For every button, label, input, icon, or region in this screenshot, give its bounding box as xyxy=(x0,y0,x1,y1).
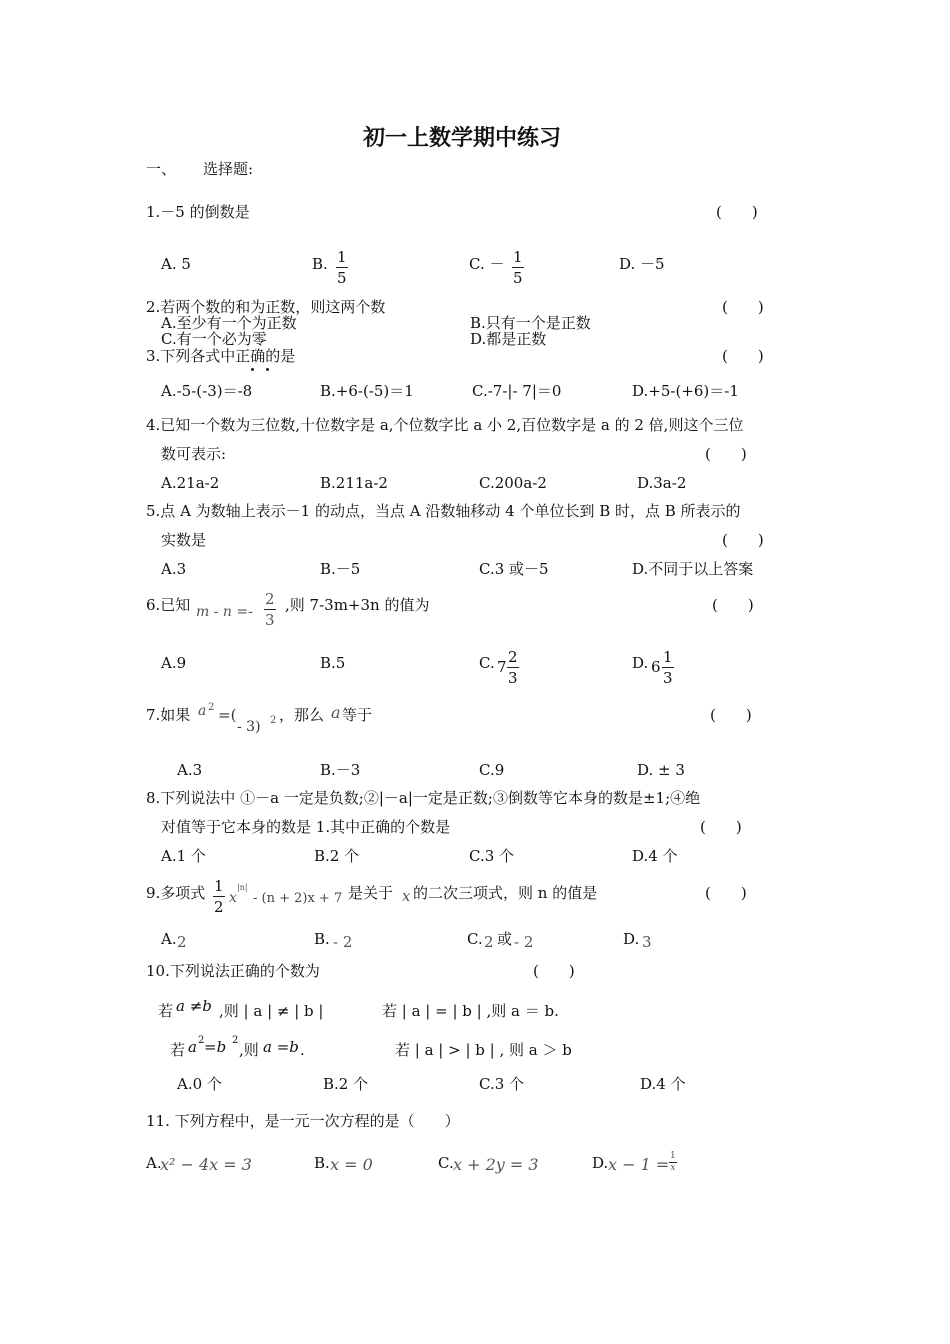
q10-statement3-exp1: 2 xyxy=(198,1035,205,1046)
q1-c-numerator: 1 xyxy=(513,248,523,266)
q6-numerator: 2 xyxy=(265,590,275,608)
q7-answer-paren: ( ) xyxy=(710,706,752,724)
q4-option-b: B.211a-2 xyxy=(320,474,388,492)
q9-option-c-value2: - 2 xyxy=(514,933,534,951)
q10-statement3-math2: a =b xyxy=(263,1038,299,1056)
q9-denominator: 2 xyxy=(214,898,224,916)
q7-option-a: A.3 xyxy=(177,761,203,779)
q1-c-denominator: 5 xyxy=(513,269,523,287)
q10-option-d: D.4 个 xyxy=(640,1075,686,1093)
q5-option-a: A.3 xyxy=(161,560,187,578)
q2-answer-paren: ( ) xyxy=(722,298,764,316)
q9-stem-middle: 是关于 xyxy=(348,884,394,902)
q10-statement3-prefix: 若 xyxy=(170,1041,186,1059)
q10-statement3-period: . xyxy=(300,1041,305,1059)
q8-stem-line1: 8.下列说法中 ①－a 一定是负数;②|－a|一定是正数;③倒数等它本身的数是±1;④绝 xyxy=(146,789,701,807)
q5-stem-line1: 5.点 A 为数轴上表示－1 的动点，当点 A 沿数轴移动 4 个单位长到 B 时，点 B 所表示的 xyxy=(146,502,741,520)
q6-option-d-whole: 6 xyxy=(651,658,661,676)
q10-option-a: A.0 个 xyxy=(177,1075,222,1093)
q4-stem-line2: 数可表示: xyxy=(161,445,227,463)
q1-option-c-fraction xyxy=(512,250,524,286)
q1-stem: 1.－5 的倒数是 xyxy=(146,203,250,221)
q6-fraction xyxy=(264,592,276,628)
q5-option-d: D.不同于以上答案 xyxy=(632,560,754,578)
q6-denominator: 3 xyxy=(265,611,275,629)
q11-d-denominator: x xyxy=(670,1163,676,1173)
q4-option-d: D.3a-2 xyxy=(637,474,687,492)
q9-stem-suffix: 的二次三项式，则 n 的值是 xyxy=(413,884,598,902)
q2-stem: 2.若两个数的和为正数，则这两个数 xyxy=(146,298,386,316)
q8-option-a: A.1 个 xyxy=(161,847,206,865)
q7-option-b: B.－3 xyxy=(320,761,361,779)
q9-option-b: B. xyxy=(314,930,330,948)
q9-option-b-value: - 2 xyxy=(333,933,353,951)
q6-c-denominator: 3 xyxy=(508,669,518,687)
q7-stem-middle: ，那么 xyxy=(279,706,325,724)
q3-option-c: C.-7-|- 7|＝0 xyxy=(472,382,562,400)
q9-exponent: |n| xyxy=(237,883,248,892)
q11-option-d-fraction xyxy=(669,1152,677,1173)
q7-variable-a: a xyxy=(198,703,207,719)
q6-expression: m - n =- xyxy=(196,604,253,620)
q5-option-c: C.3 或－5 xyxy=(479,560,549,578)
q8-stem-line2: 对值等于它本身的数是 1.其中正确的个数是 xyxy=(161,818,451,836)
q1-option-a: A. 5 xyxy=(161,255,191,273)
q10-statement4: 若 | a | > | b | , 则 a ＞ b xyxy=(395,1041,572,1059)
q6-option-a: A.9 xyxy=(161,654,187,672)
q7-stem-prefix: 7.如果 xyxy=(146,706,191,724)
q3-option-d: D.+5-(+6)＝-1 xyxy=(632,382,739,400)
q9-numerator: 1 xyxy=(214,877,224,895)
q4-stem-line1: 4.已知一个数为三位数,十位数字是 a,个位数字比 a 小 2,百位数字是 a 的 2 倍,则这个三位 xyxy=(146,416,744,434)
q11-option-c-math: x + 2y = 3 xyxy=(453,1155,539,1174)
q10-statement2: 若 | a | = | b | ,则 a ＝ b. xyxy=(382,1002,559,1020)
q10-option-c: C.3 个 xyxy=(479,1075,525,1093)
q8-option-c: C.3 个 xyxy=(469,847,515,865)
q9-stem-prefix: 9.多项式 xyxy=(146,884,206,902)
q9-option-c: C. xyxy=(467,930,483,948)
q6-stem-prefix: 6.已知 xyxy=(146,596,191,614)
q10-statement3-a: a xyxy=(188,1038,197,1056)
q10-statement1-suffix: ,则 | a | ≠ | b | xyxy=(219,1002,324,1020)
q3-option-a: A.-5-(-3)＝-8 xyxy=(161,382,253,400)
q9-option-d-value: 3 xyxy=(642,933,652,951)
page-title: 初一上数学期中练习 xyxy=(363,126,562,151)
q5-stem-line2: 实数是 xyxy=(161,531,207,549)
q4-option-a: A.21a-2 xyxy=(161,474,220,492)
q8-answer-paren: ( ) xyxy=(700,818,742,836)
q7-negative-exponent: 2 xyxy=(270,715,277,726)
q6-d-denominator: 3 xyxy=(663,669,673,687)
q10-statement3-then: ,则 xyxy=(239,1041,259,1059)
q10-answer-paren: ( ) xyxy=(533,962,575,980)
q7-negative-three: - 3) xyxy=(237,719,261,735)
q10-statement1-prefix: 若 xyxy=(158,1002,174,1020)
q6-d-numerator: 1 xyxy=(663,648,673,666)
q9-answer-paren: ( ) xyxy=(705,884,747,902)
q8-option-d: D.4 个 xyxy=(632,847,678,865)
q6-option-c-whole: 7 xyxy=(497,658,507,676)
q11-option-d: D. xyxy=(592,1154,609,1172)
q3-answer-paren: ( ) xyxy=(722,347,764,365)
q10-stem: 10.下列说法正确的个数为 xyxy=(146,962,320,980)
q8-option-b: B.2 个 xyxy=(314,847,360,865)
q10-option-b: B.2 个 xyxy=(323,1075,369,1093)
q6-option-d-fraction xyxy=(662,650,674,686)
q11-stem: 11. 下列方程中，是一元一次方程的是（ ） xyxy=(146,1112,460,1130)
q3-emphasis-dot xyxy=(251,368,254,371)
q1-option-b-fraction xyxy=(336,250,348,286)
q6-c-numerator: 2 xyxy=(508,648,518,666)
q6-option-b: B.5 xyxy=(320,654,346,672)
q4-option-c: C.200a-2 xyxy=(479,474,547,492)
q11-option-d-math: x − 1 = xyxy=(608,1155,670,1174)
q7-variable-a2: a xyxy=(331,703,341,722)
q11-option-a: A. xyxy=(146,1154,162,1172)
q9-variable-x: x xyxy=(402,887,411,905)
q2-option-d: D.都是正数 xyxy=(470,330,547,348)
q6-stem-suffix: ,则 7-3m+3n 的值为 xyxy=(285,596,430,614)
q11-option-b-math: x = 0 xyxy=(330,1155,373,1174)
q9-option-d: D. xyxy=(623,930,640,948)
section-number: 一、 xyxy=(146,160,177,178)
q11-option-b: B. xyxy=(314,1154,330,1172)
q11-option-a-math: x² − 4x = 3 xyxy=(160,1155,252,1174)
q5-answer-paren: ( ) xyxy=(722,531,764,549)
q3-option-b: B.+6-(-5)＝1 xyxy=(320,382,414,400)
q7-equals-paren: =( xyxy=(218,706,237,724)
q7-stem-suffix: 等于 xyxy=(342,706,373,724)
q1-answer-paren: ( ) xyxy=(716,203,758,221)
q10-statement3-exp2: 2 xyxy=(232,1035,239,1046)
q1-b-numerator: 1 xyxy=(337,248,347,266)
q9-x: x xyxy=(229,890,237,906)
q10-statement1-math: a ≠b xyxy=(176,997,212,1015)
q1-option-d: D. －5 xyxy=(619,255,665,273)
q6-option-c-fraction xyxy=(507,650,519,686)
q7-option-c: C.9 xyxy=(479,761,505,779)
q9-fraction xyxy=(213,879,225,915)
section-label: 选择题: xyxy=(203,160,254,178)
q1-option-b: B. xyxy=(312,255,328,273)
q2-option-b: B.只有一个是正数 xyxy=(470,314,591,332)
q9-option-a-value: 2 xyxy=(177,933,187,951)
q4-answer-paren: ( ) xyxy=(705,445,747,463)
q2-option-c: C.有一个必为零 xyxy=(161,330,267,348)
q6-answer-paren: ( ) xyxy=(712,596,754,614)
q9-option-a: A. xyxy=(161,930,177,948)
q10-statement3-b: =b xyxy=(204,1038,227,1056)
q6-option-c: C. xyxy=(479,654,495,672)
q1-option-c: C. － xyxy=(469,255,505,273)
q1-b-denominator: 5 xyxy=(337,269,347,287)
q3-stem: 3.下列各式中正确的是 xyxy=(146,347,296,365)
q5-option-b: B.－5 xyxy=(320,560,361,578)
q9-option-c-or: 或 xyxy=(497,930,513,948)
q6-option-d: D. xyxy=(632,654,649,672)
q9-option-c-value1: 2 xyxy=(484,933,494,951)
q11-option-c: C. xyxy=(438,1154,454,1172)
q11-d-numerator: 1 xyxy=(670,1151,676,1161)
q3-emphasis-dot xyxy=(266,368,269,371)
q2-option-a: A.至少有一个为正数 xyxy=(161,314,297,332)
q7-option-d: D. ± 3 xyxy=(637,761,685,779)
q7-exponent: 2 xyxy=(208,702,215,713)
q9-expression: - (n + 2)x + 7 xyxy=(253,891,343,906)
